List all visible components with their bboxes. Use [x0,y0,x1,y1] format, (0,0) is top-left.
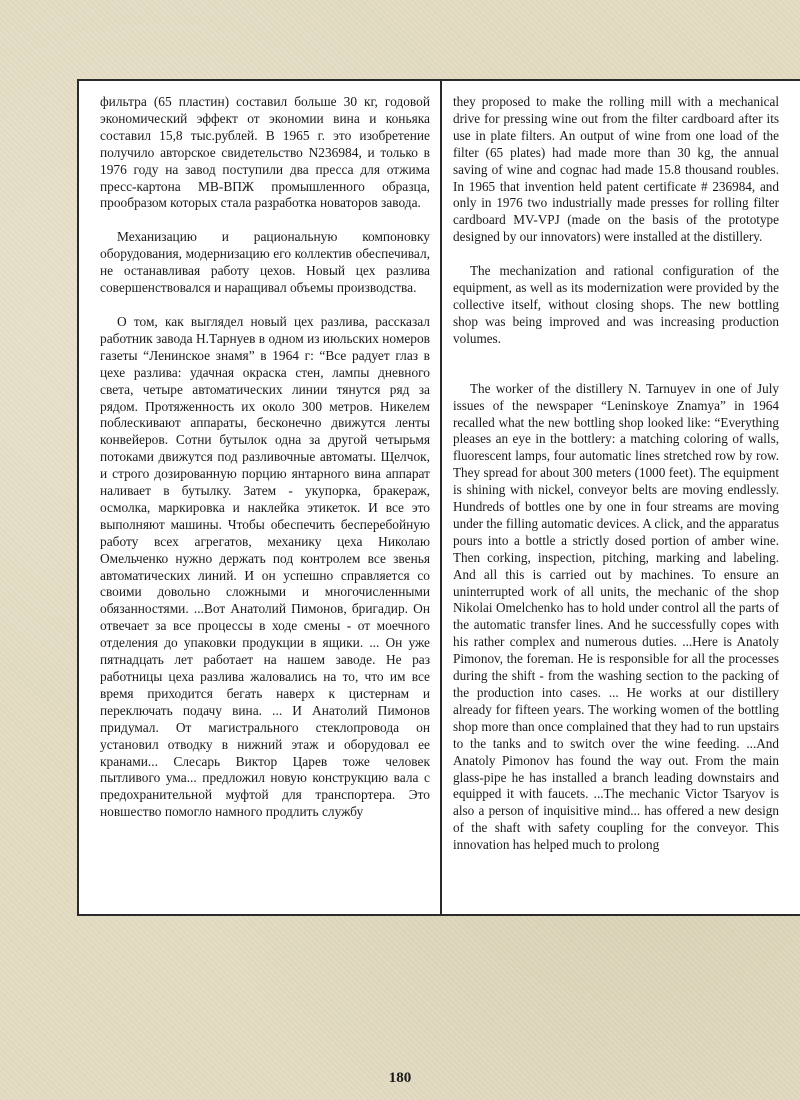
english-paragraph-2: The mechanization and rational configuration of the equipment, as well as its modernization were provided by the collective itself, without closing shops. The new bottling shop was being improved and was increasing production volumes. [453,263,779,346]
english-paragraph-3: The worker of the distillery N. Tarnuyev in one of July issues of the newspaper “Leninskoye Znamya” in 1964 recalled what the new bottling shop looked like: “Everything pleases an eye in the bottlery: a matching coloring of walls, fluorescent lamps, four automatic lines stretched row by row. They spread for about 300 meters (1000 feet). The equipment is shining with nickel, conveyor belts are moving endlessly. Hundreds of bottles one by one in four streams are moving under the filling automatic devices. A click, and the apparatus pours into a bottle a strictly dosed portion of amber wine. Then corking, inspection, pitching, marking and labeling. And all this is carried out by machines. To ensure an uninterrupted work of all units, the mechanic of the shop Nikolai Omelchenko has to hold under control all the parts of the automatic transfer lines. And he successfully copes with his rather complex and numerous duties. ...Here is Anatoly Pimonov, the foreman. He is responsible for all the processes during the shift - from the washing section to the packing of the production into cases. ... He works at our distillery already for fifteen years. The working women of the bottling shop more than once complained that they had to run upstairs to the tanks and to switch over the wine feeding. ...And Anatoly Pimonov has found the way out. From the main glass-pipe he has installed a branch leading downstairs and equipped it with faucets. ...The mechanic Victor Tsaryov is also a person of inquisitive mind... has offered a new design of the shaft with safety coupling for the conveyor. This innovation has helped much to prolong [453,380,779,853]
english-paragraph-1: they proposed to make the rolling mill with a mechanical drive for pressing wine out from the filter cardboard after its use in plate filters. An output of wine from one load of the filter (65 plates) had made more than 30 kg, the annual saving of wine and cognac had made 15.8 thousand roubles. In 1965 that invention held patent certificate # 236984, and only in 1976 two industrially made presses for rolling filter cardboard MV-VPJ (made on the basis of the prototype designed by our innovators) were installed at the distillery. [453,94,779,245]
russian-text-column [100,94,430,909]
page-number: 180 [388,1070,412,1086]
english-text-column [453,94,779,909]
russian-paragraph-3: О том, как выглядел новый цех разлива, рассказал работник завода Н.Тарнуев в одном из июльских номеров газеты “Ленинское знамя” в 1964 г: “Все радует глаз в цехе разлива: удачная окраска стен, лампы дневного света, четыре автоматических линии тянутся ряд за рядом. Протяженность их около 300 метров. Никелем поблескивают аппараты, бесконечно движутся ленты конвейеров. Сотни бутылок одна за другой четырьмя потоками движутся под разливочные автоматы. Щелчок, и строго дозированную порцию янтарного вина аппарат наливает в бутылку. Затем - укупорка, бракераж, осмолка, маркировка и наклейка этикеток. И все это выполняют машины. Чтобы обеспечить бесперебойную работу всех агрегатов, механику цеха Николаю Омельченко нужно держать под контролем все звенья автоматических линий. И он успешно справляется со своими довольно сложными и многочисленными обязанностями. ...Вот Анатолий Пимонов, бригадир. Он отвечает за все процессы в ходе смены - от моечного отделения до упаковки продукции в ящики. ... Он уже пятнадцать лет работает на нашем заводе. Не раз работницы цеха разлива жаловались на то, что им все время приходится бегать наверх к цистернам и переключать подачу вина. ... И Анатолий Пимонов придумал. От магистрального стеклопровода он установил отводку в нижний этаж и оборудовал ее кранами... Слесарь Виктор Царев тоже человек пытливого ума... предложил новую конструкцию вала с предохранительной муфтой для транспортера. Это новшество помогло намного продлить службу [100,313,430,820]
column-divider [440,79,442,916]
russian-paragraph-1: фильтра (65 пластин) составил больше 30 кг, годовой экономический эффект от экономии вина и коньяка составил 15,8 тыс.рублей. В 1965 г. это изобретение получило авторское свидетельство N236984, и только в 1976 году на завод поступили два пресса для отжима пресс-картона МВ-ВПЖ промышленного образца, прообразом которых стала разработка новаторов завода. [100,94,430,211]
russian-paragraph-2: Механизацию и рациональную компоновку оборудования, модернизацию его коллектив обеспечивал, не останавливая работу цехов. Новый цех разлива совершенствовался и наращивал объемы производства. [100,229,430,296]
